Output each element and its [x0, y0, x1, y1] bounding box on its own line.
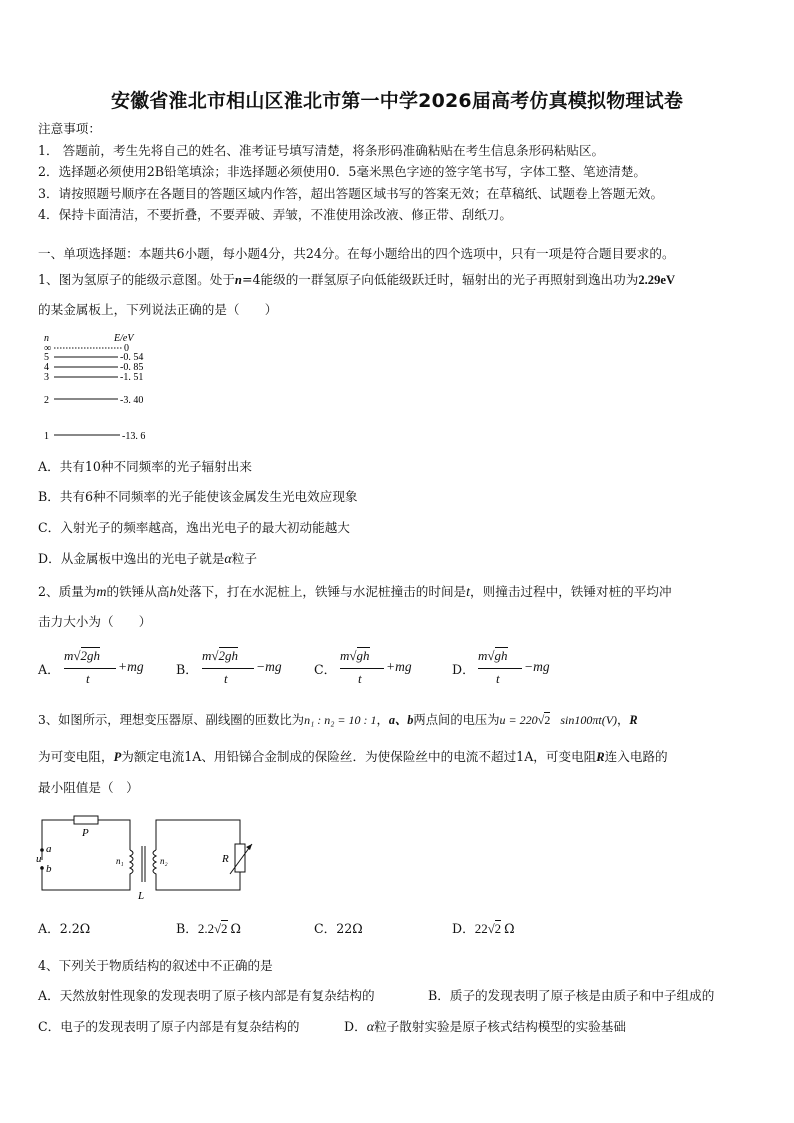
q2-option-c-formula: [340, 648, 440, 692]
page-title: 安徽省淮北市相山区淮北市第一中学2026届高考仿真模拟物理试卷: [110, 90, 684, 112]
sqrt-sign: √: [349, 648, 357, 663]
option-label: C．: [314, 921, 337, 936]
q1-option-c: C．入射光子的频率越高，逸出光电子的最大初动能越大: [38, 520, 350, 535]
q3-option-b: [176, 921, 241, 937]
fraction-denominator: t: [224, 671, 228, 686]
option-label: D．: [452, 921, 475, 936]
terminal-b: [40, 866, 44, 870]
option-label: B．: [176, 921, 198, 936]
option-text: 粒子散射实验是原子核式结构模型的实验基础: [374, 1019, 626, 1034]
fraction-denominator: t: [358, 671, 362, 686]
level-label-n: 3: [44, 372, 49, 383]
notice-item: 3．请按照题号顺序在各题目的答题区域内作答，超出答题区域书写的答案无效；在草稿纸、试题卷上答题无效。: [38, 186, 664, 201]
variable-resistor-arrowhead: [246, 844, 252, 850]
radicand: 2gh: [80, 648, 101, 663]
terminal-b-label: b: [46, 863, 52, 875]
primary-wire: [98, 820, 130, 850]
energy-level-diagram: [40, 330, 190, 445]
level-label-e: 0: [124, 343, 129, 354]
primary-wire: [42, 866, 130, 890]
diagram-energy-label: E/eV: [114, 333, 134, 344]
q2-option-a-label: A．: [38, 662, 60, 677]
q3-text: ，: [617, 713, 630, 727]
unit: Ω: [504, 921, 515, 936]
diagram-n-label: n: [44, 333, 49, 344]
fraction-denominator: t: [496, 671, 500, 686]
section-heading: 一、单项选择题：本题共6小题，每小题4分，共24分。在每小题给出的四个选项中，只有一项是符合题目要求的。: [38, 246, 675, 261]
q3-text: 为可变电阻，: [38, 749, 114, 764]
q1-option-d-text: 粒子: [231, 551, 257, 566]
q1-option-d-text: D．从金属板中逸出的光电子就是: [38, 551, 225, 566]
voltage-expression: u = 220: [499, 713, 538, 727]
fraction-coefficient: m: [64, 648, 74, 663]
question-2-line-1: [38, 584, 672, 601]
question-1-line-1: [38, 272, 675, 288]
level-label-e: -0. 85: [120, 362, 144, 373]
option-value: 2.2Ω: [59, 921, 91, 936]
q3-text: ，: [376, 713, 389, 727]
notice-item: 4．保持卡面清洁，不要折叠，不要弄破、弄皱，不准使用涂改液、修正带、刮纸刀。: [38, 207, 512, 222]
fraction-tail: −mg: [524, 659, 550, 674]
notice-item: 1． 答题前，考生先将自己的姓名、准考证号填写清楚，将条形码准确粘贴在考生信息条形码粘贴区。: [38, 143, 605, 158]
level-label-n: 2: [44, 395, 49, 406]
question-1-line-2: 的某金属板上，下列说法正确的是（ ）: [38, 302, 278, 317]
radicand: 2: [494, 921, 502, 936]
question-3-line-3: 最小阻值是（ ）: [38, 780, 139, 795]
q3-text: 连入电路的: [604, 749, 668, 764]
level-label-n: 4: [44, 362, 49, 373]
fraction-tail: −mg: [256, 659, 282, 674]
fraction-coefficient: m: [340, 648, 350, 663]
q3-text: 两点间的电压为: [413, 713, 500, 727]
q3-text: 为额定电流1A、用铅锑合金制成的保险丝．为使保险丝中的电流不超过1A，可变电阻: [121, 749, 597, 764]
level-label-e: -0. 54: [120, 352, 144, 363]
option-text: D．: [344, 1019, 367, 1034]
radicand: 2: [544, 713, 551, 727]
level-label-n: 5: [44, 352, 49, 363]
sqrt-sign: √: [214, 922, 222, 936]
question-2-line-2: 击力大小为（ ）: [38, 614, 152, 629]
transformer-circuit-diagram: [34, 810, 274, 905]
q3-text: 3、如图所示，理想变压器原、副线圈的匝数比为: [38, 713, 305, 727]
primary-turns-label: n₁: [116, 856, 124, 866]
resistor-label: R: [629, 713, 638, 727]
alpha-symbol: α: [224, 552, 232, 567]
variable-resistor: [235, 844, 245, 872]
q2-option-c-label: C．: [314, 662, 337, 677]
secondary-wire: [156, 820, 240, 850]
resistor-label: R: [222, 853, 229, 865]
fraction-tail: +mg: [386, 659, 412, 674]
turns-ratio: n₁ : n₂ = 10 : 1: [304, 713, 377, 727]
sqrt-sign: √: [487, 922, 495, 936]
q1-text: 1、图为氢原子的能级示意图。处于: [38, 272, 235, 287]
q2-option-d-label: D．: [452, 662, 475, 677]
q2-m-variable: m: [96, 585, 107, 600]
q2-text: ，则撞击过程中，铁锤对桩的平均冲: [470, 584, 672, 599]
notice-heading: 注意事项：: [38, 121, 101, 136]
q2-t-variable: t: [466, 585, 471, 600]
terminal-a: [40, 848, 44, 852]
q1-option-b: B．共有6种不同频率的光子能使该金属发生光电效应现象: [38, 489, 358, 504]
level-label-e: -1. 51: [120, 372, 144, 383]
q3-option-c: [314, 921, 363, 937]
fraction-bar: [64, 668, 116, 669]
q2-text: 处落下，打在水泥桩上，铁锤与水泥桩撞击的时间是: [176, 584, 467, 599]
fuse-label: P: [113, 750, 122, 764]
q3-option-a: [38, 921, 90, 937]
fraction-denominator: t: [86, 671, 90, 686]
q1-text: =4能级的一群氢原子向低能级跃迁时，辐射出的光子再照射到逸出功为: [241, 272, 639, 287]
sqrt-sign: √: [537, 713, 545, 727]
q4-option-a: A．天然放射性现象的发现表明了原子核内部是有复杂结构的: [38, 988, 375, 1003]
radicand: 2gh: [218, 648, 239, 663]
secondary-wire: [156, 872, 240, 890]
q1-n-variable: n: [234, 273, 242, 287]
option-value: 2.2: [197, 921, 215, 936]
fraction-tail: +mg: [118, 659, 144, 674]
q1-work-function: 2.29eV: [638, 273, 676, 287]
primary-coil: [130, 850, 133, 878]
sqrt-sign: √: [211, 648, 219, 663]
question-3-line-1: [38, 712, 638, 728]
fuse-symbol: [74, 816, 98, 824]
points-ab: a、b: [388, 713, 414, 727]
terminal-a-label: a: [46, 843, 52, 855]
q2-h-variable: h: [169, 585, 177, 600]
sqrt-sign: √: [73, 648, 81, 663]
q2-text: 的铁锤从高: [106, 584, 170, 599]
question-3-line-2: [38, 749, 668, 765]
q1-option-a: A．共有10种不同频率的光子辐射出来: [38, 459, 253, 474]
secondary-coil: [153, 850, 156, 878]
unit: Ω: [230, 921, 241, 936]
radicand: gh: [494, 648, 508, 663]
notice-item: 2．选择题必须使用2B铅笔填涂；非选择题必须使用0．5毫米黑色字迹的签字笔书写，字体工整、笔迹清楚。: [38, 164, 647, 179]
secondary-turns-label: n₂: [160, 856, 168, 866]
q4-option-b: B．质子的发现表明了原子核是由质子和中子组成的: [428, 988, 715, 1003]
q4-option-d: [344, 1019, 626, 1036]
option-label: A．: [38, 921, 60, 936]
sqrt-sign: √: [487, 648, 495, 663]
q1-option-d: [38, 551, 257, 568]
fraction-coefficient: m: [202, 648, 212, 663]
voltage-u-label: u: [36, 853, 42, 865]
radicand: 2: [221, 921, 228, 936]
q4-option-c: C．电子的发现表明了原子内部是有复杂结构的: [38, 1019, 300, 1034]
q2-option-a-formula: [64, 648, 164, 692]
fraction-bar: [340, 668, 384, 669]
alpha-symbol: α: [366, 1020, 375, 1035]
level-label-e: -3. 40: [120, 395, 144, 406]
q3-option-d: [452, 921, 515, 937]
option-value: 22: [474, 921, 488, 936]
q2-option-b-formula: [202, 648, 302, 692]
fraction-bar: [202, 668, 254, 669]
level-label-e: -13. 6: [122, 431, 146, 442]
fuse-label: P: [82, 827, 89, 839]
option-value: 22Ω: [336, 921, 363, 936]
fraction-bar: [478, 668, 522, 669]
level-label-n: ∞: [44, 343, 52, 354]
voltage-expression: sin100πt(V): [560, 713, 618, 727]
q2-option-d-formula: [478, 648, 578, 692]
level-label-n: 1: [44, 431, 49, 442]
transformer-label: L: [138, 890, 145, 902]
resistor-label: R: [596, 750, 605, 764]
q2-text: 2、质量为: [38, 584, 97, 599]
q2-option-b-label: B．: [176, 662, 198, 677]
radicand: gh: [356, 648, 370, 663]
fraction-coefficient: m: [478, 648, 488, 663]
question-4-line-1: 4、下列关于物质结构的叙述中不正确的是: [38, 958, 273, 973]
